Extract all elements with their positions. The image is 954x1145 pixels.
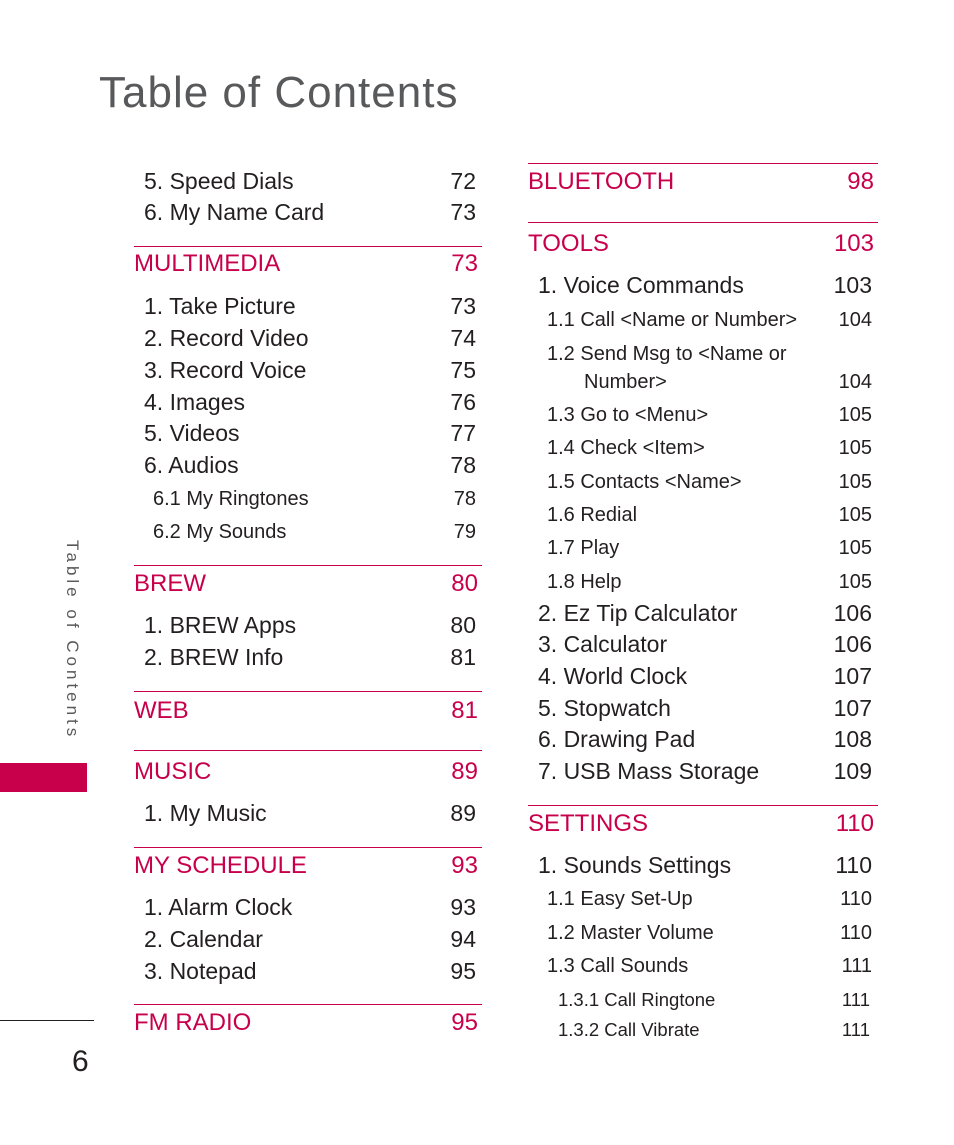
toc-entry-label: 7. USB Mass Storage — [538, 758, 760, 784]
toc-section-heading — [134, 852, 478, 880]
toc-entry — [547, 471, 872, 494]
toc-entry — [144, 293, 476, 320]
toc-section-heading — [134, 570, 478, 598]
toc-entry — [144, 800, 476, 827]
section-divider — [528, 805, 878, 806]
toc-entry-page: 95 — [451, 1009, 478, 1036]
toc-entry-label: 6. Drawing Pad — [538, 726, 696, 752]
toc-entry-label: 1.3.2 Call Vibrate — [558, 1019, 700, 1040]
toc-entry-label: WEB — [134, 697, 189, 724]
toc-entry-page: 105 — [838, 537, 872, 559]
toc-entry — [547, 404, 872, 427]
page-title: Table of Contents — [99, 68, 459, 117]
section-divider — [134, 565, 482, 566]
toc-entry-label: 1.8 Help — [547, 571, 622, 593]
toc-entry — [538, 695, 872, 722]
toc-entry-page: 73 — [450, 199, 476, 225]
toc-entry-label: 6. My Name Card — [144, 199, 325, 225]
toc-entry-label: 2. Calendar — [144, 926, 263, 952]
toc-entry — [558, 1019, 870, 1041]
toc-entry-label: 1. My Music — [144, 800, 267, 826]
toc-entry-label: 2. Ez Tip Calculator — [538, 600, 738, 626]
toc-entry-label: 5. Speed Dials — [144, 168, 294, 194]
toc-entry-label: SETTINGS — [528, 810, 649, 837]
toc-entry — [144, 894, 476, 921]
toc-entry-label: 1.1 Easy Set-Up — [547, 888, 693, 910]
section-divider — [134, 750, 482, 751]
section-divider — [528, 222, 878, 223]
toc-entry — [144, 168, 476, 195]
section-divider — [134, 691, 482, 692]
footer-divider — [0, 1020, 94, 1021]
toc-entry-label: BREW — [134, 570, 206, 597]
toc-entry-label: 1.6 Redial — [547, 504, 638, 526]
toc-entry-label: 6. Audios — [144, 452, 239, 478]
toc-entry — [547, 571, 872, 594]
toc-entry-page: 105 — [838, 404, 872, 426]
toc-entry-label: 2. BREW Info — [144, 644, 284, 670]
toc-entry-page: 81 — [450, 644, 476, 670]
toc-entry — [547, 955, 872, 978]
toc-entry-label: 6.2 My Sounds — [153, 521, 287, 543]
toc-entry-label: 4. World Clock — [538, 663, 688, 689]
toc-entry-page: 79 — [453, 521, 476, 543]
toc-entry — [538, 852, 872, 879]
toc-entry-label: 3. Record Voice — [144, 357, 307, 383]
toc-entry-label: 1.1 Call <Name or Number> — [547, 309, 798, 331]
section-divider — [134, 847, 482, 848]
toc-section-heading — [528, 810, 874, 838]
toc-entry — [153, 521, 476, 544]
toc-entry-label: 1.2 Master Volume — [547, 922, 714, 944]
toc-entry-page: 93 — [450, 894, 476, 920]
toc-entry-page: 104 — [838, 309, 872, 331]
side-section-label: Table of Contents — [63, 540, 82, 741]
toc-entry — [538, 726, 872, 753]
toc-entry-label: 1.5 Contacts <Name> — [547, 471, 742, 493]
toc-entry-page: 105 — [838, 437, 872, 459]
toc-entry — [144, 199, 476, 226]
toc-entry-page: 105 — [838, 571, 872, 593]
toc-entry — [144, 357, 476, 384]
toc-entry-label: 1. Alarm Clock — [144, 894, 293, 920]
toc-entry — [538, 631, 872, 658]
toc-entry — [547, 309, 872, 332]
toc-entry-page: 110 — [840, 922, 872, 944]
section-divider — [528, 163, 878, 164]
toc-entry-page: 103 — [833, 272, 872, 298]
toc-entry-page: 106 — [833, 600, 872, 626]
section-divider — [134, 246, 482, 247]
toc-entry — [538, 663, 872, 690]
toc-entry-page: 95 — [450, 958, 476, 984]
toc-entry-label: 1. BREW Apps — [144, 612, 297, 638]
toc-entry — [584, 371, 872, 394]
toc-entry-page: 73 — [450, 293, 476, 319]
toc-entry-label: MY SCHEDULE — [134, 852, 307, 879]
toc-entry-label: 1.3.1 Call Ringtone — [558, 989, 716, 1010]
toc-entry-page: 76 — [450, 389, 476, 415]
toc-entry-label: 1. Voice Commands — [538, 272, 744, 298]
toc-entry-page: 110 — [835, 810, 874, 837]
toc-entry-page: 72 — [450, 168, 476, 194]
toc-entry-page: 89 — [450, 800, 476, 826]
toc-entry — [144, 325, 476, 352]
toc-entry-page: 111 — [841, 989, 870, 1010]
toc-entry — [547, 537, 872, 560]
toc-entry-label: 2. Record Video — [144, 325, 309, 351]
toc-entry-label: 3. Notepad — [144, 958, 257, 984]
toc-entry-page: 110 — [835, 852, 872, 878]
toc-entry — [144, 958, 476, 985]
toc-entry — [547, 922, 872, 945]
toc-entry-label: BLUETOOTH — [528, 168, 675, 195]
toc-entry-page: 108 — [833, 726, 872, 752]
toc-entry — [547, 437, 872, 460]
toc-entry-page: 78 — [450, 452, 476, 478]
toc-section-heading — [528, 230, 874, 258]
toc-entry-page: 107 — [833, 695, 872, 721]
toc-entry-label: 5. Stopwatch — [538, 695, 671, 721]
toc-entry — [558, 989, 870, 1011]
side-section-tab — [0, 763, 87, 792]
toc-entry — [547, 888, 872, 911]
toc-entry-page: 107 — [833, 663, 872, 689]
toc-entry-label: TOOLS — [528, 230, 609, 257]
toc-entry-label: 1. Sounds Settings — [538, 852, 732, 878]
toc-entry-label: MUSIC — [134, 758, 212, 785]
toc-entry-page: 103 — [833, 230, 874, 257]
toc-entry-page: 80 — [450, 612, 476, 638]
toc-entry-page: 81 — [451, 697, 478, 724]
toc-entry-label: 1.7 Play — [547, 537, 620, 559]
toc-entry-label: 1.4 Check <Item> — [547, 437, 705, 459]
toc-entry — [144, 926, 476, 953]
toc-entry-page: 89 — [451, 758, 478, 785]
toc-entry — [144, 612, 476, 639]
toc-entry-label: 3. Calculator — [538, 631, 668, 657]
toc-entry-page: 74 — [450, 325, 476, 351]
toc-entry-page: 98 — [847, 168, 874, 195]
toc-entry-page: 80 — [451, 570, 478, 597]
toc-entry-page: 93 — [451, 852, 478, 879]
toc-entry-label: Number> — [584, 371, 667, 393]
toc-entry-label: MULTIMEDIA — [134, 250, 281, 277]
section-divider — [134, 1004, 482, 1005]
toc-section-heading — [134, 697, 478, 725]
toc-entry-page: 75 — [450, 357, 476, 383]
toc-entry-label: 1.2 Send Msg to <Name or — [547, 343, 787, 365]
page-number: 6 — [72, 1045, 89, 1078]
toc-entry-label: 4. Images — [144, 389, 245, 415]
toc-entry-label: 5. Videos — [144, 420, 240, 446]
toc-entry — [153, 488, 476, 511]
toc-entry — [144, 389, 476, 416]
toc-entry-page: 111 — [841, 955, 872, 977]
toc-entry-label: 1.3 Go to <Menu> — [547, 404, 709, 426]
toc-entry — [144, 644, 476, 671]
toc-section-heading — [134, 250, 478, 278]
toc-entry-page: 73 — [451, 250, 478, 277]
toc-entry — [538, 272, 872, 299]
toc-entry-page: 104 — [838, 371, 872, 393]
toc-entry — [538, 600, 872, 627]
toc-entry-label: 1. Take Picture — [144, 293, 296, 319]
toc-section-heading — [528, 168, 874, 196]
toc-entry — [538, 758, 872, 785]
toc-entry-page: 105 — [838, 504, 872, 526]
toc-entry-page: 105 — [838, 471, 872, 493]
toc-entry-page: 111 — [841, 1019, 870, 1040]
toc-entry-label: 6.1 My Ringtones — [153, 488, 309, 510]
toc-entry-page: 77 — [450, 420, 476, 446]
toc-entry — [144, 452, 476, 479]
toc-entry-page: 94 — [450, 926, 476, 952]
toc-entry-page: 78 — [453, 488, 476, 510]
toc-section-heading — [134, 1009, 478, 1037]
toc-entry — [144, 420, 476, 447]
toc-entry-page: 106 — [833, 631, 872, 657]
toc-entry-page: 110 — [840, 888, 872, 910]
toc-entry-label: 1.3 Call Sounds — [547, 955, 689, 977]
toc-section-heading — [134, 758, 478, 786]
toc-entry-page: 109 — [833, 758, 872, 784]
toc-entry-label: FM RADIO — [134, 1009, 252, 1036]
toc-entry — [547, 504, 872, 527]
toc-entry — [547, 343, 872, 366]
